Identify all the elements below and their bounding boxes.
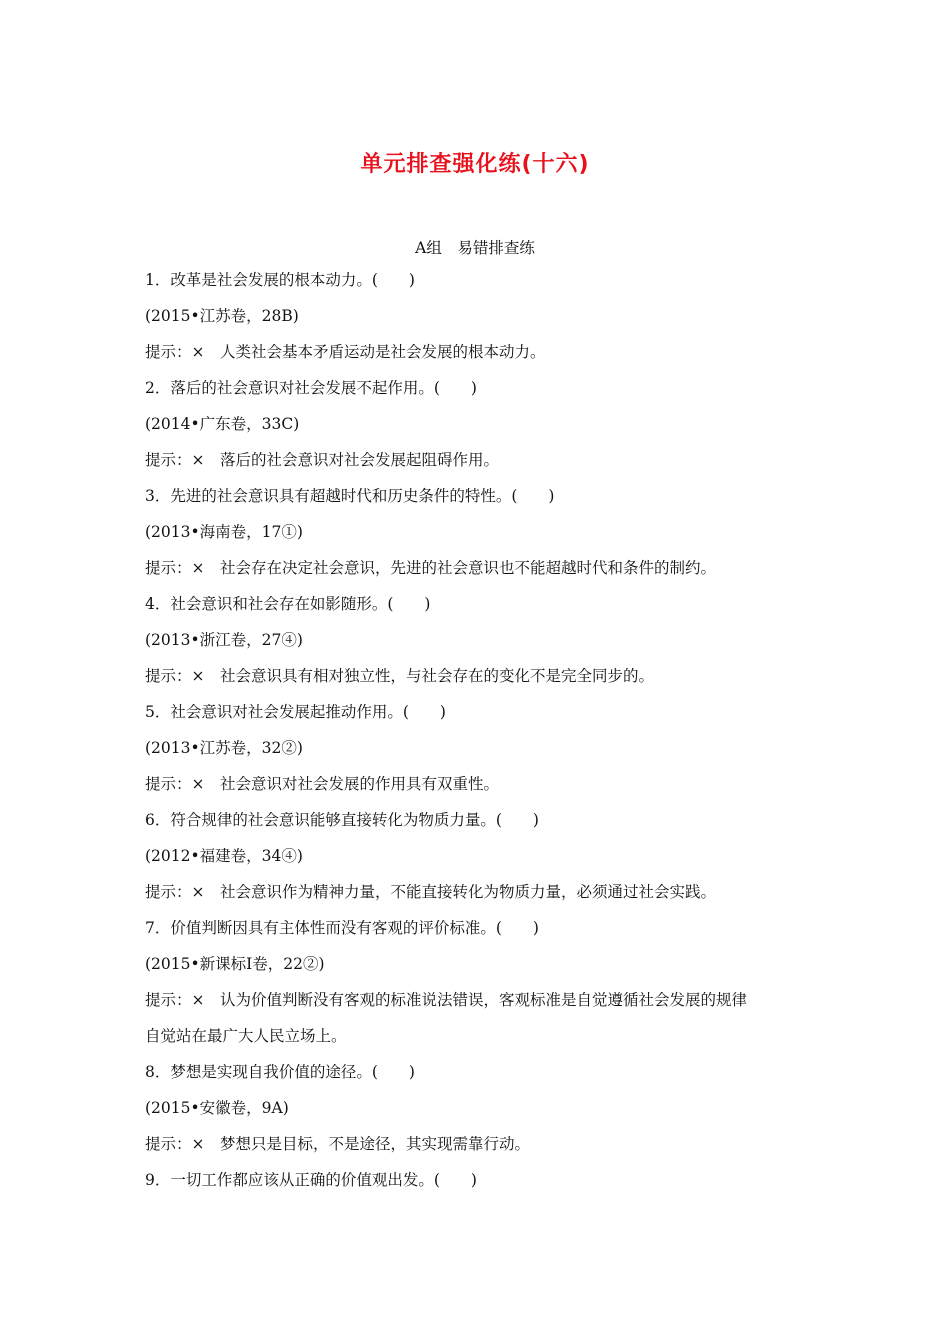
source-6: (2012•福建卷，34④): [145, 847, 303, 865]
hint-7-continued: 自觉站在最广大人民立场上。: [145, 1027, 347, 1045]
question-3: 3．先进的社会意识具有超越时代和历史条件的特性。( ): [145, 487, 555, 505]
source-3: (2013•海南卷，17①): [145, 523, 303, 541]
hint-6: 提示：× 社会意识作为精神力量，不能直接转化为物质力量，必须通过社会实践。: [145, 883, 716, 901]
source-5: (2013•江苏卷，32②): [145, 739, 303, 757]
question-9: 9．一切工作都应该从正确的价值观出发。( ): [145, 1171, 477, 1189]
source-8: (2015•安徽卷，9A): [145, 1099, 289, 1117]
question-4: 4．社会意识和社会存在如影随形。( ): [145, 595, 431, 613]
question-7: 7．价值判断因具有主体性而没有客观的评价标准。( ): [145, 919, 539, 937]
page-title: 单元排查强化练(十六): [360, 152, 590, 177]
hint-7: 提示：× 认为价值判断没有客观的标准说法错误，客观标准是自觉遵循社会发展的规律: [145, 991, 747, 1009]
section-heading: A组 易错排查练: [415, 239, 535, 257]
hint-3: 提示：× 社会存在决定社会意识，先进的社会意识也不能超越时代和条件的制约。: [145, 559, 716, 577]
source-4: (2013•浙江卷，27④): [145, 631, 303, 649]
question-1: 1．改革是社会发展的根本动力。( ): [145, 271, 415, 289]
question-5: 5．社会意识对社会发展起推动作用。( ): [145, 703, 446, 721]
source-2: (2014•广东卷，33C): [145, 415, 300, 433]
hint-8: 提示：× 梦想只是目标，不是途径，其实现需靠行动。: [145, 1135, 530, 1153]
question-2: 2．落后的社会意识对社会发展不起作用。( ): [145, 379, 477, 397]
hint-5: 提示：× 社会意识对社会发展的作用具有双重性。: [145, 775, 499, 793]
exercise-list: [145, 268, 825, 1204]
source-7: (2015•新课标Ⅰ卷，22②): [145, 955, 325, 973]
question-6: 6．符合规律的社会意识能够直接转化为物质力量。( ): [145, 811, 539, 829]
source-1: (2015•江苏卷，28B): [145, 307, 299, 325]
hint-2: 提示：× 落后的社会意识对社会发展起阻碍作用。: [145, 451, 499, 469]
question-8: 8．梦想是实现自我价值的途径。( ): [145, 1063, 415, 1081]
hint-1: 提示：× 人类社会基本矛盾运动是社会发展的根本动力。: [145, 343, 546, 361]
hint-4: 提示：× 社会意识具有相对独立性，与社会存在的变化不是完全同步的。: [145, 667, 654, 685]
